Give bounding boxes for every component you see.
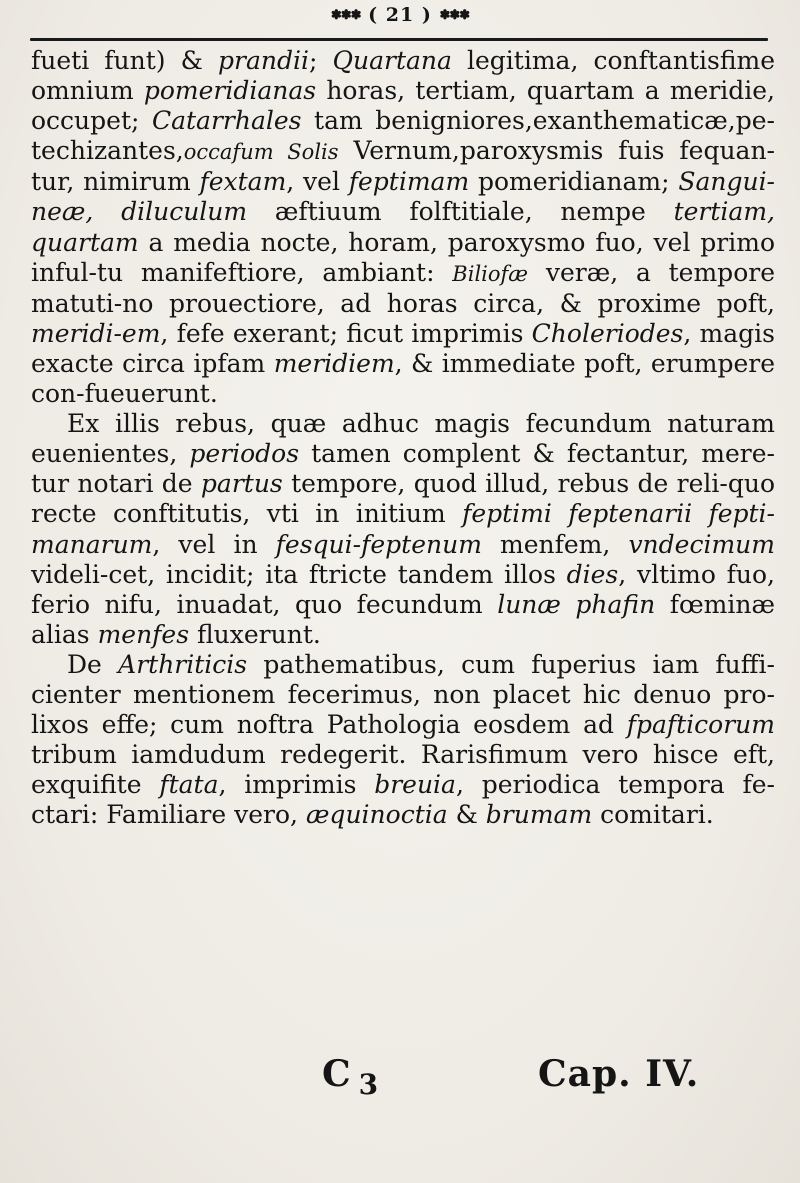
paragraph-2: Ex illis rebus, quæ adhuc magis fecundum naturam euenientes, periodos tamen complent & fectantur, mere-tur notari de partus tempore, quod illud, rebus de reli-quo recte conftitutis, vti in initium feptimi feptenarii fepti-manarum, vel in fesqui-feptenum menfem, vndecimum videli-cet, incidit; ita ftricte tandem illos dies, vltimo fuo, ferio nifu, inuadat, quo fecundum lunæ phafin fœminæ alias menfes fluxerunt. xyxy=(31,409,775,649)
paragraph-1: fueti funt) & prandii; Quartana legitima, conftantisfime omnium pomeridianas horas, tertiam, quartam a meridie, occupet; Catarrhales tam benigniores,exanthematicæ,pe-techizantes,occafum Solis Vernum,paroxysmis fuis fequan-tur, nimirum fextam, vel feptimam pomeridianam; Sangui-neæ, diluculum æftiuum folftitiale, nempe tertiam, quartam a media nocte, horam, paroxysmo fuo, vel primo inful-tu manifeftiore, ambiant: Biliofæ veræ, a tempore matuti-no prouectiore, ad horas circa, & proxime poft, meridi-em, fefe exerant; ficut imprimis Cholerіodes, magis exacte circa ipfam meridiem, & immediate poft, erumpere con-fueuerunt. xyxy=(31,46,776,409)
paragraph-3: De Arthriticis pathematibus, cum fuperius iam fuffi-cienter mentionem fecerimus, non placet hic denuo pro-lixos effe; cum noftra Pathologia eosdem ad fpafticorum tribum iamdudum redegerit. Rarisfimum vero hisce eft, exquifite ftata, imprimis breuia, periodica tempora fe-ctari: Familiare vero, æquinoctia & brumam comitari. xyxy=(31,649,775,830)
page-number: ( 21 ) xyxy=(368,4,432,26)
signature-letter: C xyxy=(322,1053,351,1095)
header-rule xyxy=(30,38,768,41)
signature-number: 3 xyxy=(358,1068,379,1101)
page-footer xyxy=(0,1053,800,1103)
page-header xyxy=(0,4,800,26)
header-ornament-right: ✽✽✽ xyxy=(439,8,470,23)
catchword: Cap. IV. xyxy=(538,1053,700,1095)
main-text xyxy=(31,46,775,830)
header-ornament-left: ✽✽✽ xyxy=(330,8,361,23)
signature-mark xyxy=(322,1053,378,1101)
